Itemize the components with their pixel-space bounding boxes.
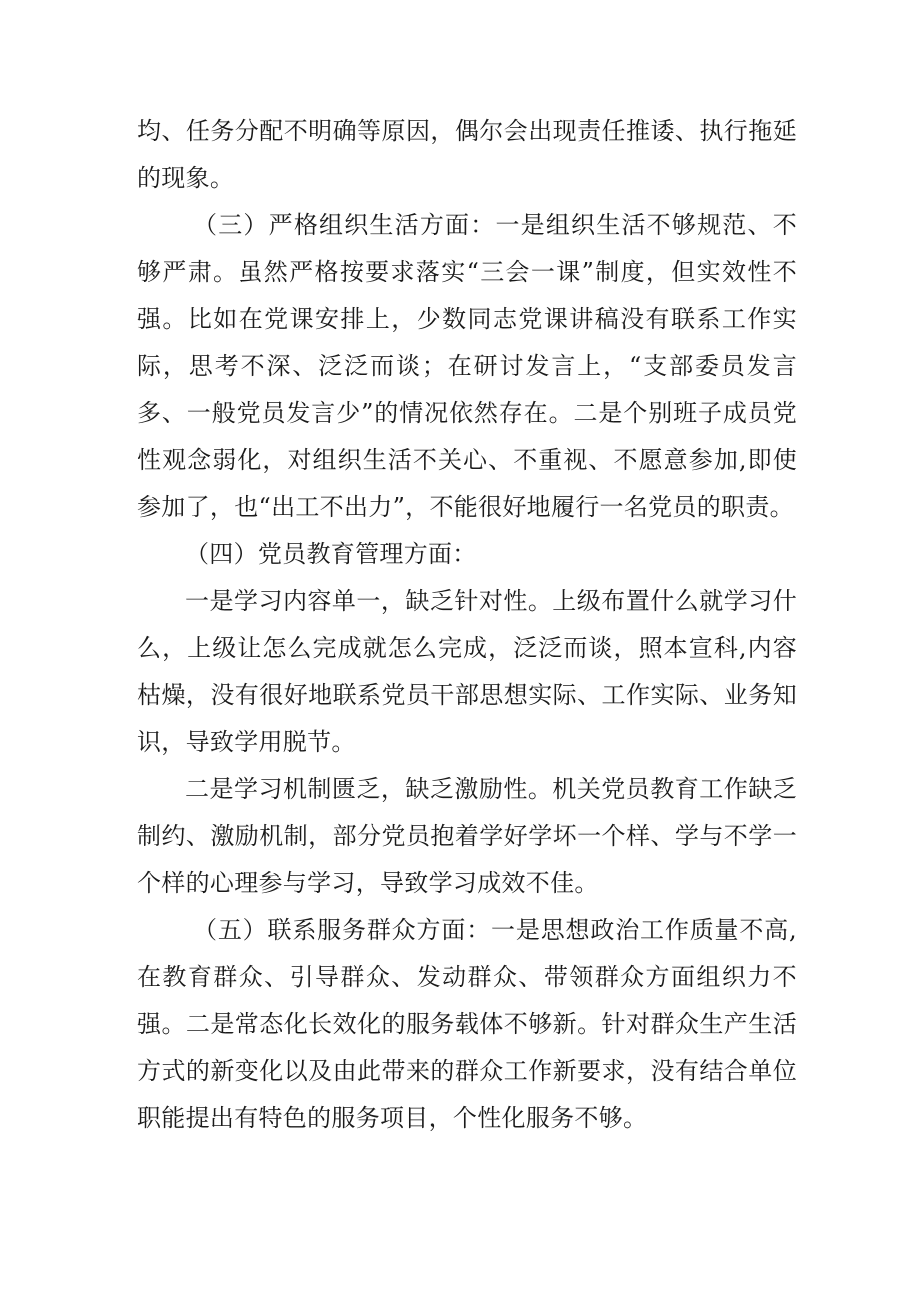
- paragraph-continuation: 均、任务分配不明确等原因，偶尔会出现责任推诿、执行拖延的现象。: [137, 117, 797, 192]
- paragraph-learning-content: 一是学习内容单一，缺乏针对性。上级布置什么就学习什么，上级让怎么完成就怎么完成，泛泛而谈，照本宣科,内容枯燥，没有很好地联系党员干部思想实际、工作实际、业务知识，导致学用脱节。: [137, 587, 797, 756]
- paragraph-education-heading: （四）党员教育管理方面：: [185, 540, 477, 568]
- document-body: [137, 108, 797, 1142]
- paragraph-serving-masses: （五）联系服务群众方面：一是思想政治工作质量不高,在教育群众、引导群众、发动群众、带领群众方面组织力不强。二是常态化长效化的服务载体不够新。针对群众生产生活方式的新变化以及由此带来的群众工作新要求，没有结合单位职能提出有特色的服务项目，个性化服务不够。: [137, 916, 797, 1132]
- paragraph-learning-mechanism: 二是学习机制匮乏，缺乏激励性。机关党员教育工作缺乏制约、激励机制，部分党员抱着学好学坏一个样、学与不学一个样的心理参与学习，导致学习成效不佳。: [137, 775, 797, 897]
- paragraph-organization-life: （三）严格组织生活方面：一是组织生活不够规范、不够严肃。虽然严格按要求落实“三会一课”制度，但实效性不强。比如在党课安排上，少数同志党课讲稿没有联系工作实际，思考不深、泛泛而谈；在研讨发言上，“支部委员发言多、一般党员发言少”的情况依然存在。二是个别班子成员党性观念弱化，对组织生活不关心、不重视、不愿意参加,即使参加了，也“出工不出力”，不能很好地履行一名党员的职责。: [137, 211, 797, 521]
